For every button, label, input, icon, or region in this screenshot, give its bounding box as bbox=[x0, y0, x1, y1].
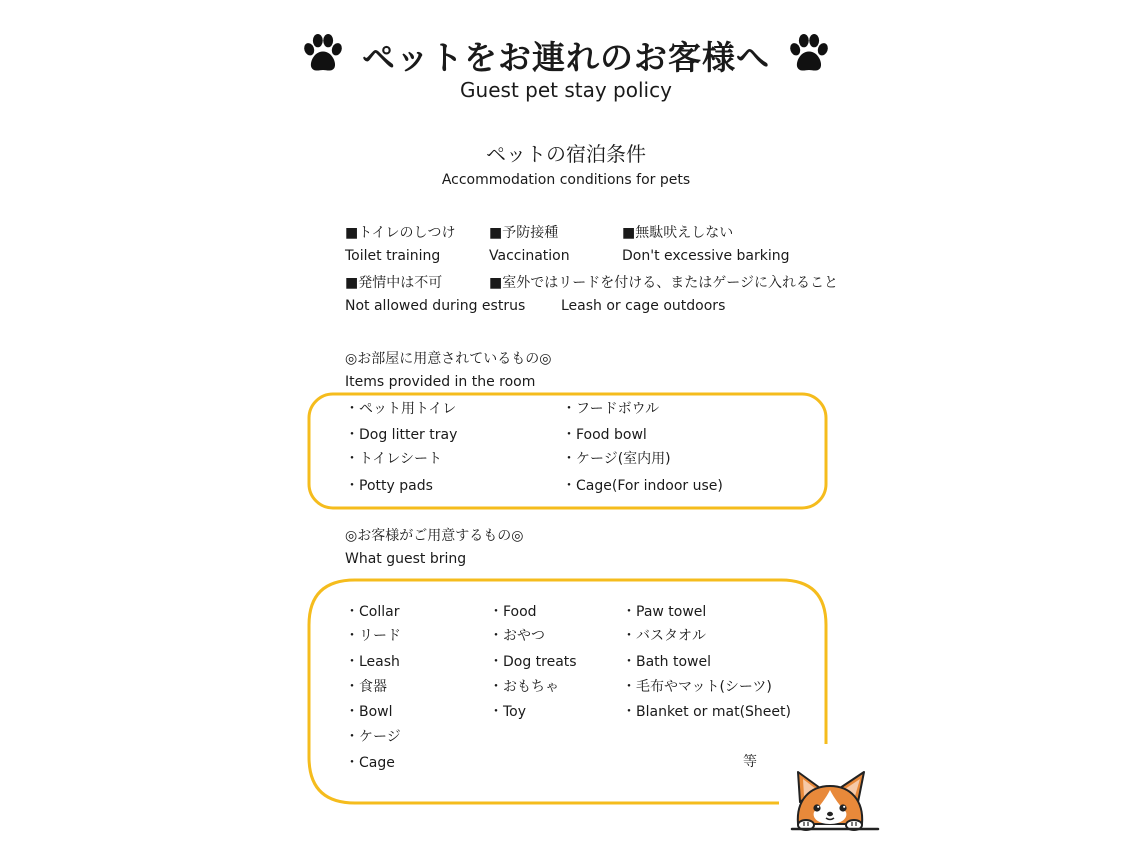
bring-item: ・おやつ bbox=[489, 628, 545, 644]
provided-item: ・Potty pads bbox=[345, 478, 433, 494]
provided-item: ・Cage(For indoor use) bbox=[562, 478, 723, 494]
bring-item: ・Dog treats bbox=[489, 654, 577, 670]
bring-item: ・Collar bbox=[345, 604, 400, 620]
condition-en: Toilet training bbox=[345, 248, 441, 264]
conditions-heading-en: Accommodation conditions for pets bbox=[441, 172, 691, 188]
bring-heading: ◎お客様がご用意するもの◎ bbox=[345, 528, 524, 544]
conditions-heading: ペットの宿泊条件 bbox=[486, 142, 646, 166]
bring-item: ・Leash bbox=[345, 654, 400, 670]
condition-en: Leash or cage outdoors bbox=[561, 298, 726, 314]
bring-item: ・Bowl bbox=[345, 704, 393, 720]
bring-item: ・Blanket or mat(Sheet) bbox=[622, 704, 791, 720]
condition-jp: ■予防接種 bbox=[489, 225, 559, 241]
bring-item: ・ケージ bbox=[345, 729, 401, 745]
provided-item: ・Food bowl bbox=[562, 427, 647, 443]
condition-en: Not allowed during estrus bbox=[345, 298, 526, 314]
bring-item: ・Food bbox=[489, 604, 537, 620]
provided-heading-en: Items provided in the room bbox=[345, 374, 536, 390]
paw-right-icon bbox=[786, 32, 832, 78]
bring-item: ・バスタオル bbox=[622, 628, 706, 644]
condition-en: Vaccination bbox=[489, 248, 570, 264]
bring-item: ・Cage bbox=[345, 755, 395, 771]
bring-heading-en: What guest bring bbox=[345, 551, 467, 567]
provided-item: ・フードボウル bbox=[562, 401, 660, 417]
provided-item: ・ペット用トイレ bbox=[345, 401, 457, 417]
page-subtitle: Guest pet stay policy bbox=[460, 78, 672, 102]
title-row bbox=[0, 30, 1132, 80]
corgi-icon bbox=[790, 766, 880, 832]
condition-jp: ■無駄吠えしない bbox=[622, 225, 734, 241]
condition-jp: ■室外ではリードを付ける、またはゲージに入れること bbox=[489, 275, 838, 291]
etc-label: 等 bbox=[743, 754, 757, 770]
condition-jp: ■発情中は不可 bbox=[345, 275, 443, 291]
page-title: ペットをお連れのお客様へ bbox=[362, 37, 770, 77]
provided-item: ・トイレシート bbox=[345, 451, 442, 467]
bring-item: ・毛布やマット(シーツ) bbox=[622, 679, 772, 695]
bring-item: ・Paw towel bbox=[622, 604, 707, 620]
bring-item: ・おもちゃ bbox=[489, 679, 559, 695]
bring-item: ・Toy bbox=[489, 704, 527, 720]
paw-left-icon bbox=[300, 32, 346, 78]
provided-item: ・ケージ(室内用) bbox=[562, 451, 671, 467]
condition-en: Don't excessive barking bbox=[622, 248, 790, 264]
provided-item: ・Dog litter tray bbox=[345, 427, 458, 443]
bring-item: ・リード bbox=[345, 628, 401, 644]
bring-item: ・食器 bbox=[345, 679, 387, 695]
condition-jp: ■トイレのしつけ bbox=[345, 225, 456, 241]
bring-item: ・Bath towel bbox=[622, 654, 712, 670]
provided-heading: ◎お部屋に用意されているもの◎ bbox=[345, 351, 552, 367]
